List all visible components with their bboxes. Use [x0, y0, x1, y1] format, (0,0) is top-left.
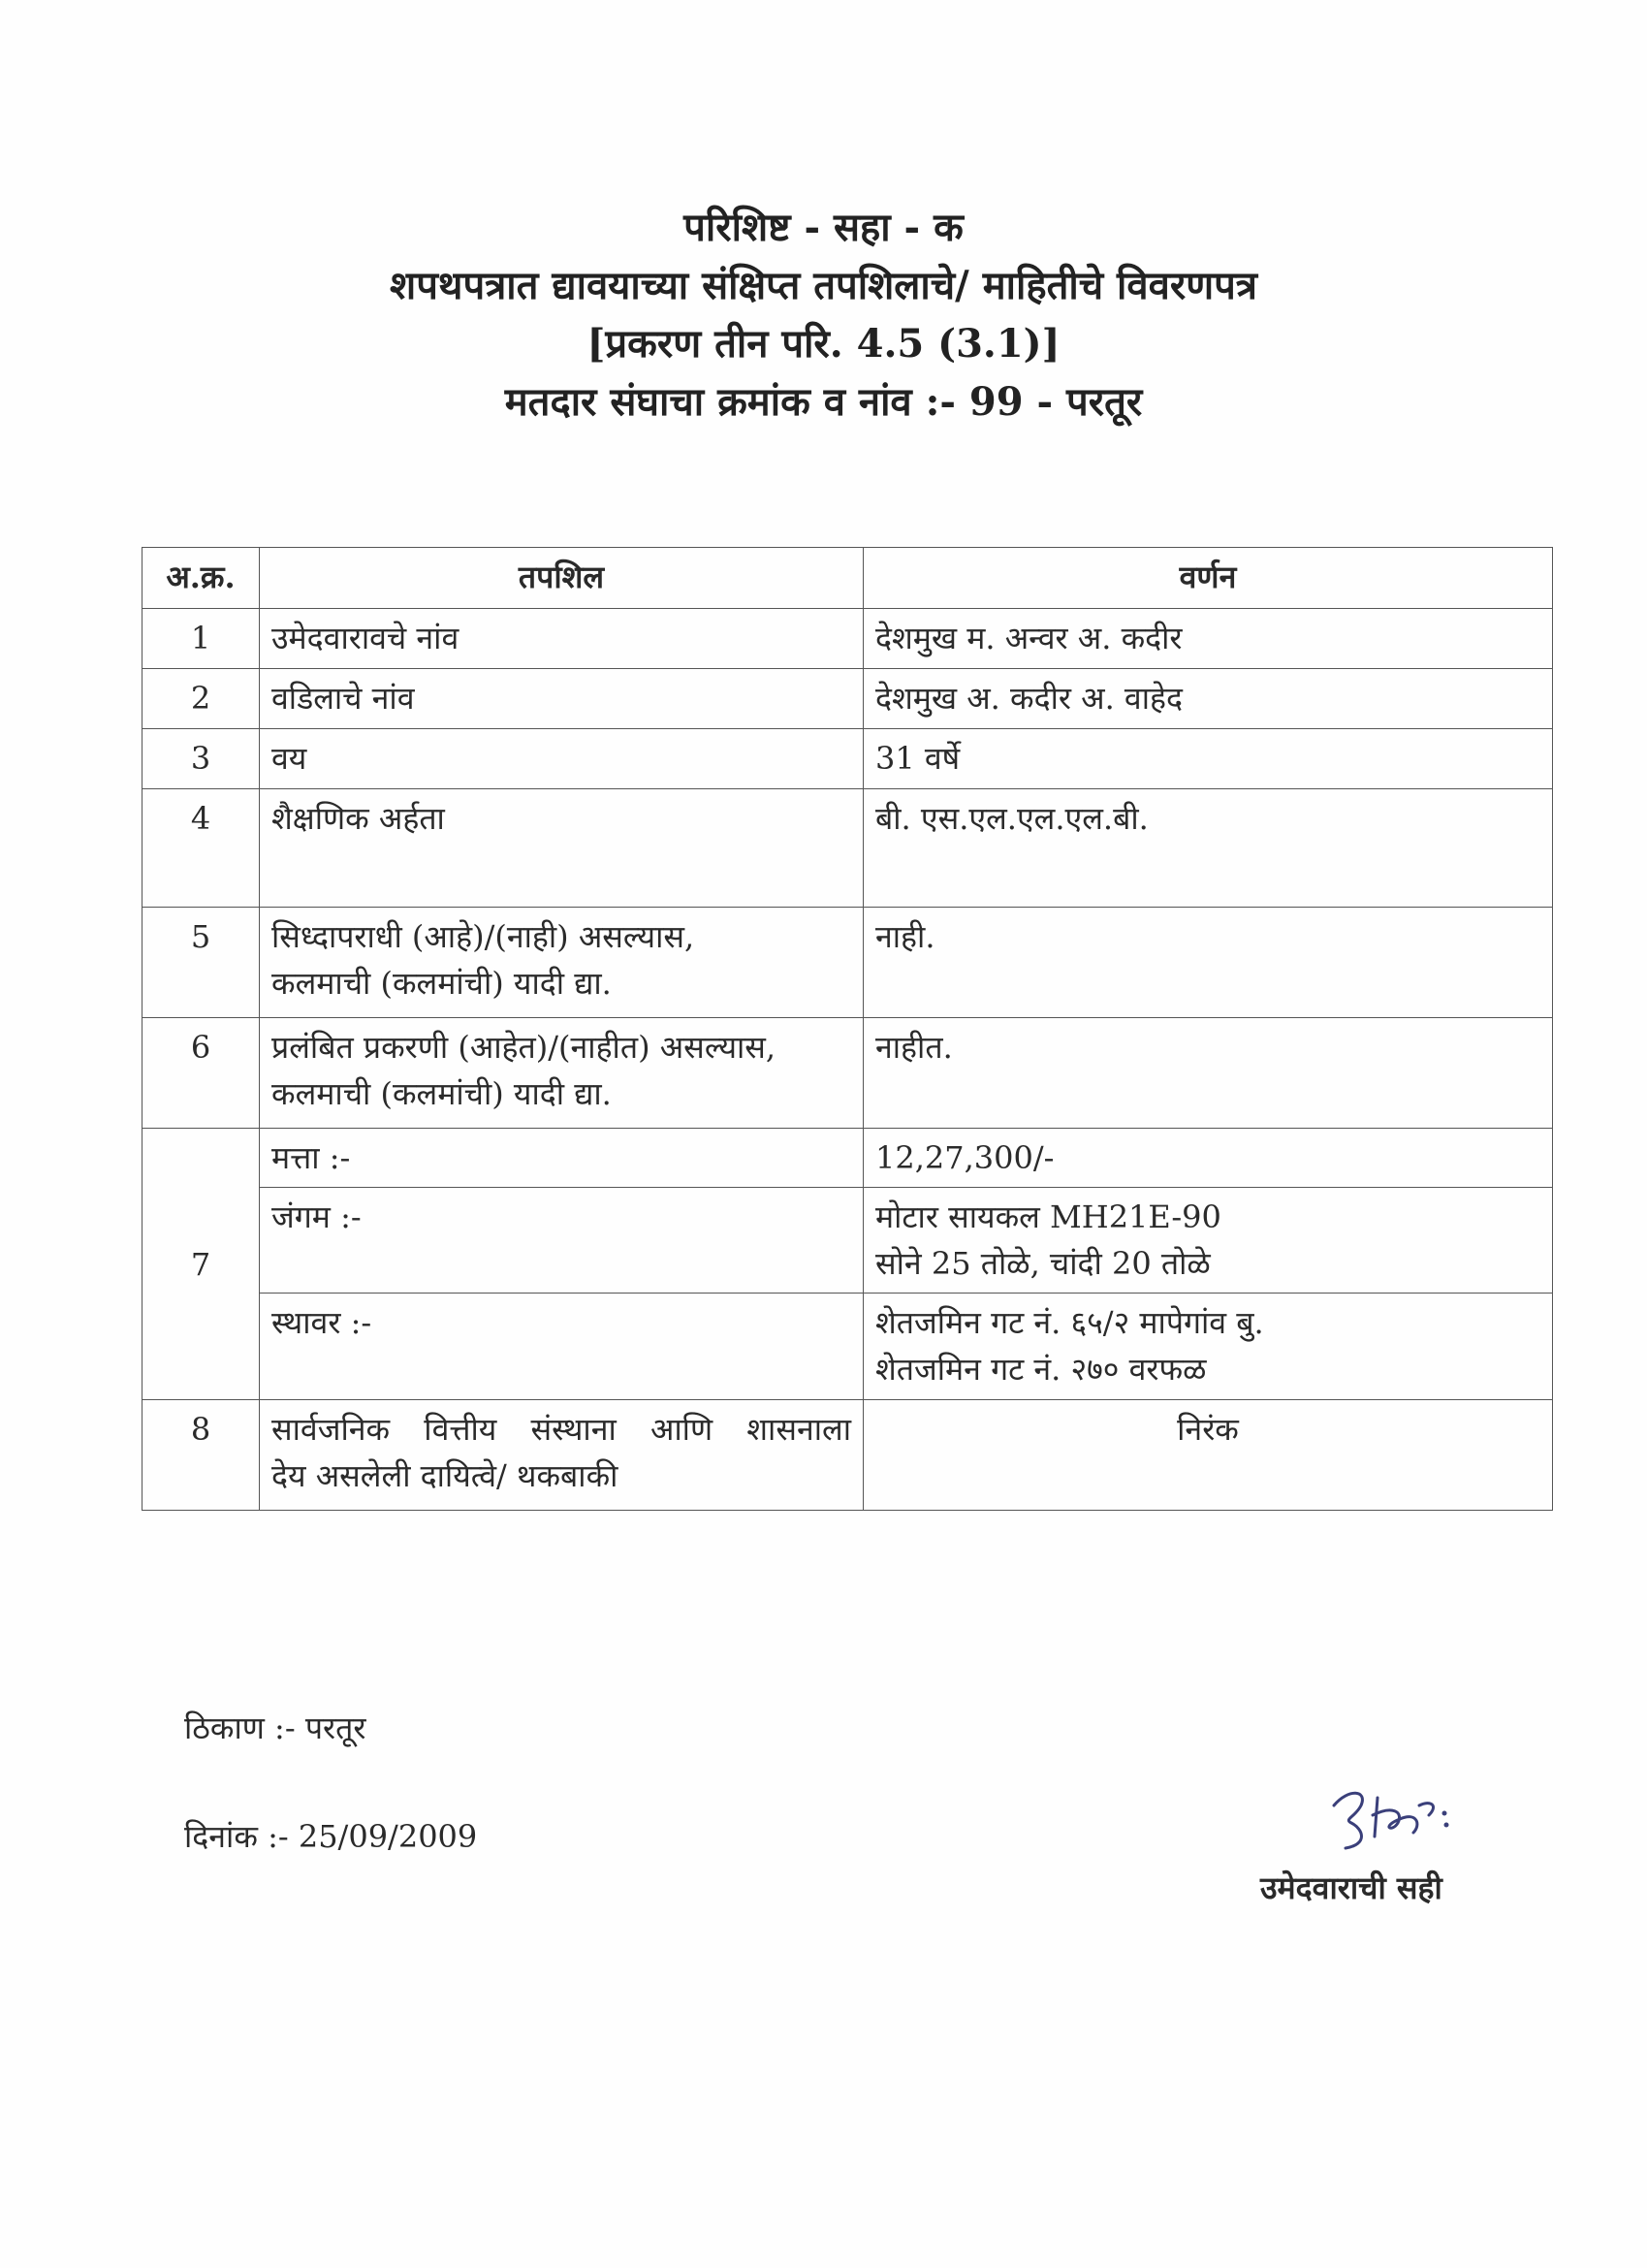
row-detail: उमेदवारावचे नांव — [260, 609, 864, 669]
constituency-line: मतदार संघाचा क्रमांक व नांव :- 99 - परतूर — [504, 379, 1143, 425]
row-number — [143, 1129, 260, 1400]
movable-value-line: मोटार सायकल MH21E-90 — [875, 1198, 1221, 1235]
row-detail: वडिलाचे नांव — [260, 669, 864, 729]
asset-label: मत्ता :- — [260, 1129, 864, 1188]
immovable-value — [864, 1294, 1553, 1400]
table-row-movable — [143, 1188, 1553, 1294]
row-number: 4 — [143, 789, 260, 908]
table-row — [143, 908, 1553, 1018]
row-detail: शैक्षणिक अर्हता — [260, 789, 864, 908]
table-row — [143, 669, 1553, 729]
table-row — [143, 609, 1553, 669]
affidavit-table — [142, 547, 1553, 1511]
immovable-value-line: शेतजमिन गट नं. ६५/२ मापेगांव बु. — [875, 1304, 1264, 1341]
row-number-text: 7 — [190, 1245, 211, 1283]
date-line: दिनांक :- 25/09/2009 — [184, 1818, 478, 1855]
table-row-assets — [143, 1129, 1553, 1188]
row-detail — [260, 1018, 864, 1129]
appendix-title: परिशिष्ट - सहा - क — [683, 205, 964, 250]
row-value: बी. एस.एल.एल.एल.बी. — [864, 789, 1553, 908]
table-header-row — [143, 548, 1553, 609]
table-row — [143, 789, 1553, 908]
table-row — [143, 1018, 1553, 1129]
row-detail: वय — [260, 729, 864, 789]
place-line: ठिकाण :- परतूर — [184, 1709, 366, 1746]
row-number: 3 — [143, 729, 260, 789]
col-header-detail: तपशिल — [260, 548, 864, 609]
movable-value — [864, 1188, 1553, 1294]
chapter-reference: [प्रकरण तीन परि. 4.5 (3.1)] — [586, 321, 1061, 367]
row-detail — [260, 908, 864, 1018]
immovable-value-line: शेतजमिन गट नं. २७० वरफळ — [875, 1351, 1207, 1388]
col-header-description: वर्णन — [864, 548, 1553, 609]
table-row-immovable — [143, 1294, 1553, 1400]
row-number: 5 — [143, 908, 260, 1018]
row-detail-line: कलमाची (कलमांची) यादी द्या. — [271, 965, 612, 1002]
row-detail-line: सार्वजनिक वित्तीय संस्थाना आणि शासनाला — [271, 1411, 851, 1448]
row-value: निरंक — [864, 1400, 1553, 1511]
row-value: देशमुख अ. कदीर अ. वाहेद — [864, 669, 1553, 729]
signature-label: उमेदवाराची सही — [1260, 1869, 1442, 1906]
row-detail-line: कलमाची (कलमांची) यादी द्या. — [271, 1075, 612, 1112]
form-title: शपथपत्रात द्यावयाच्या संक्षिप्त तपशिलाचे/ माहितीचे विवरणपत्र — [390, 263, 1257, 308]
table-row — [143, 1400, 1553, 1511]
asset-value: 12,27,300/- — [864, 1129, 1553, 1188]
immovable-label: स्थावर :- — [260, 1294, 864, 1400]
row-detail-line: प्रलंबित प्रकरणी (आहेत)/(नाहीत) असल्यास, — [271, 1029, 776, 1066]
row-value: नाही. — [864, 908, 1553, 1018]
row-detail-line: देय असलेली दायित्वे/ थकबाकी — [271, 1457, 618, 1494]
row-number: 8 — [143, 1400, 260, 1511]
document-header — [0, 199, 1647, 431]
row-number: 1 — [143, 609, 260, 669]
handwritten-signature — [1324, 1776, 1470, 1854]
movable-label: जंगम :- — [260, 1188, 864, 1294]
col-header-serial: अ.क्र. — [143, 548, 260, 609]
table-row — [143, 729, 1553, 789]
row-detail-line: सिध्दापराधी (आहे)/(नाही) असल्यास, — [271, 918, 695, 955]
row-number: 6 — [143, 1018, 260, 1129]
row-number: 2 — [143, 669, 260, 729]
row-detail — [260, 1400, 864, 1511]
row-value: 31 वर्षे — [864, 729, 1553, 789]
movable-value-line: सोने 25 तोळे, चांदी 20 तोळे — [875, 1245, 1211, 1282]
row-value: देशमुख म. अन्वर अ. कदीर — [864, 609, 1553, 669]
row-value: नाहीत. — [864, 1018, 1553, 1129]
